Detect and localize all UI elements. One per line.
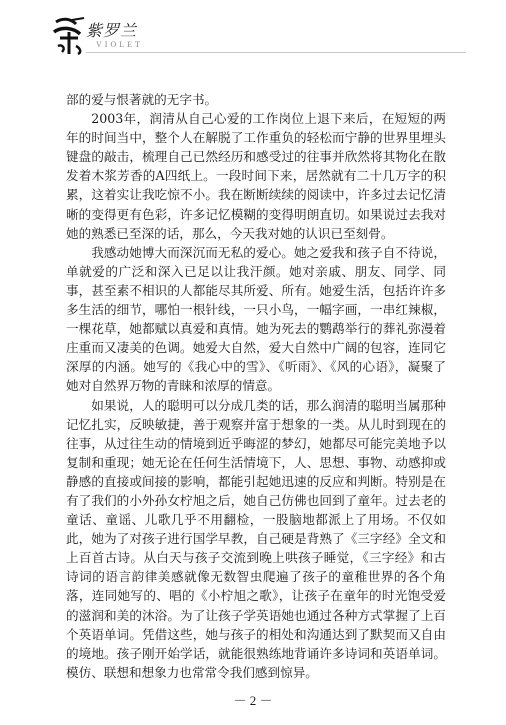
page-header (0, 0, 506, 80)
header-divider (86, 52, 466, 53)
paragraph: 如果说，人的聪明可以分成几类的话，那么润清的聪明当属那种记忆扎实，反映敏捷，善于观察并富于想象的一类。从儿时到现在的往事，从过往生动的情境到近乎晦涩的梦幻，她都尽可能完美地予以复制和重现；她无论在任何生活情境下，人、思想、事物、动感抑或静感的直接或间接的影响，都能引起她迅速的反应和判断。特别是在有了我们的小外孙女柠旭之后，她自己仿佛也回到了童年。过去老的童话、童谣、儿歌几乎不用翻检，一股脑地都派上了用场。不仅如此，她为了对孩子进行国学早教，自己硬是背熟了《三字经》全文和上百首古诗。从白天与孩子交流到晚上哄孩子睡觉，《三字经》和古诗词的语言韵律美感就像无数智虫爬遍了孩子的童稚世界的各个角落，连同她写的、唱的《小柠旭之歌》，让孩子在童年的时光饱受爱的滋润和美的沐浴。为了让孩子学英语她也通过各种方式掌握了上百个英语单词。凭借这些，她与孩子的相处和沟通达到了默契而又自由的境地。孩子刚开始学话，就能很熟练地背诵许多诗词和英语单词。模仿、联想和想象力也常常令我们感到惊异。 (66, 397, 446, 680)
logo-text: 紫罗兰 (86, 21, 138, 40)
violet-logo-icon (50, 14, 88, 58)
paragraph: 部的爱与恨著就的无字书。 (66, 92, 218, 107)
logo-subtitle: VIOLET (96, 40, 143, 49)
paragraph: 2003年，润清从自己心爱的工作岗位上退下来后，在短短的两年的时间当中，整个人在解脱了工作重负的轻松而宁静的世界里埋头键盘的敲击，梳理自己已然经历和感受过的往事并欣然将其物化在散发着木浆芳香的A四纸上。一段时间下来，居然就有二十几万字的积累，这着实让我吃惊不小。我在断断续续的阅读中，许多过去记忆清晰的变得更有色彩，许多记忆模糊的变得明朗直切。如果说过去我对她的熟悉已至深的话，那么，今天我对她的认识已至刻骨。 (66, 111, 446, 241)
paragraph: 我感动她博大而深沉而无私的爱心。她之爱我和孩子自不待说，单就爱的广泛和深入已足以让我汗颜。她对亲戚、朋友、同学、同事，甚至素不相识的人都能尽其所爱、所有。她爱生活，包括许许多多生活的细节，哪怕一根针线，一只小鸟，一幅字画，一串红辣椒，一棵花草，她都赋以真爱和真情。她为死去的鹦鹉举行的葬礼弥漫着庄重而又凄美的色调。她爱大自然，爱大自然中广阔的包容，连同它深厚的内涵。她写的《我心中的雪》、《听雨》、《风的心语》，凝聚了她对自然界万物的青睐和浓厚的情意。 (66, 244, 446, 394)
page-number: － 2 － (233, 693, 273, 708)
body-text (66, 90, 446, 682)
